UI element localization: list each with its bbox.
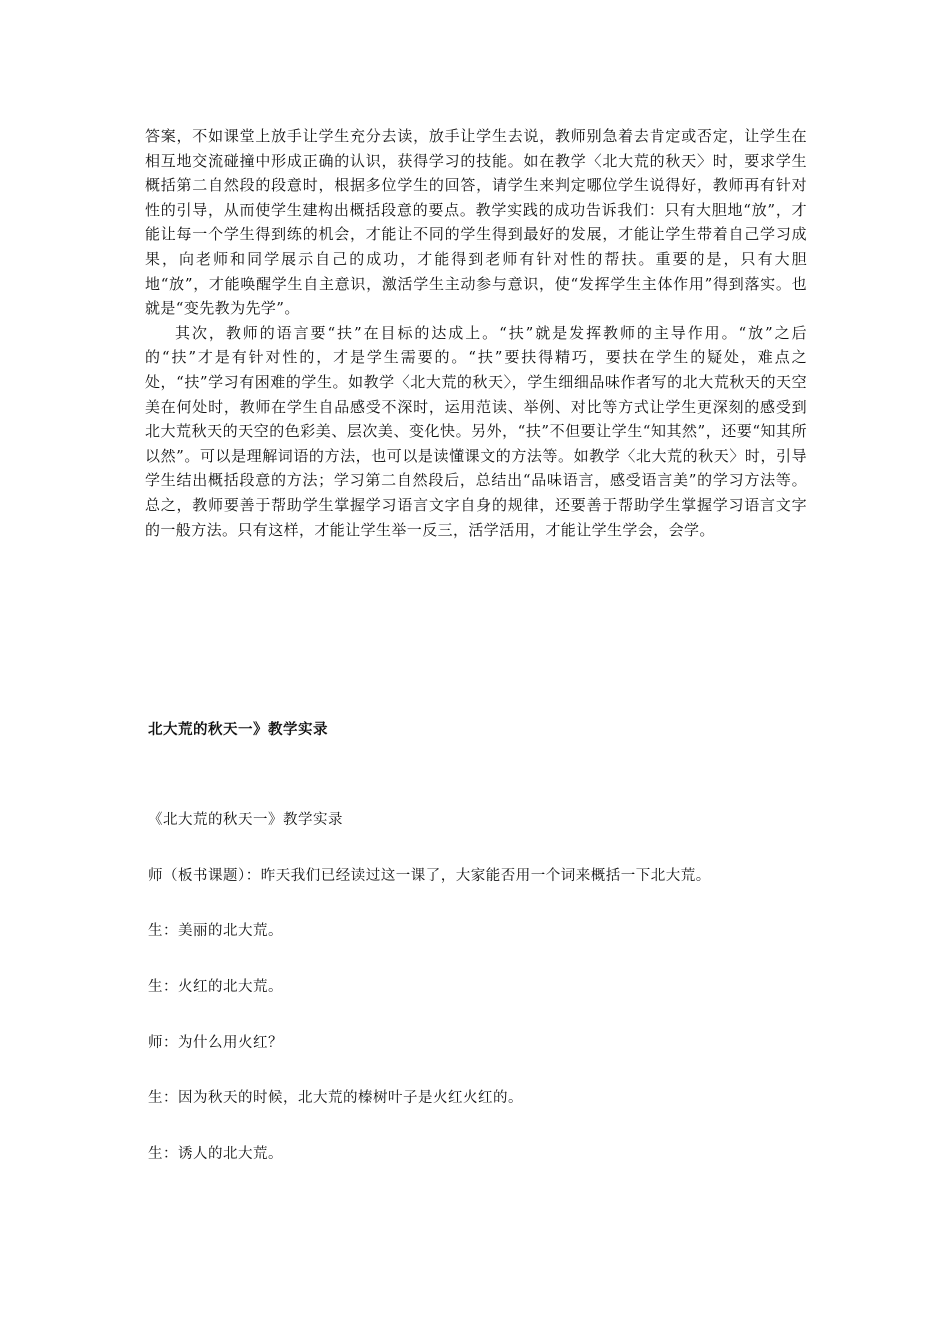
transcript-heading: 《北大荒的秋天一》教学实录 bbox=[148, 812, 343, 828]
transcript-line: 生：诱人的北大荒。 bbox=[148, 1146, 283, 1163]
transcript-line: 师（板书课题）：昨天我们已经读过这一课了，大家能否用一个词来概括一下北大荒。 bbox=[148, 867, 711, 884]
essay-paragraph: 其次，教师的语言要“扶”在目标的达成上。“扶”就是发挥教师的主导作用。“放”之后的“扶”才是有针对性的，才是学生需要的。“扶”要扶得精巧，要扶在学生的疑处，难点之处，“扶”学习有困难的学生。如教学〈北大荒的秋天〉，学生细细品味作者写的北大荒秋天的天空美在何处时，教师在学生自品感受不深时，运用范读、举例、对比等方式让学生更深刻的感受到北大荒秋天的天空的色彩美、层次美、变化快。另外，“扶”不但要让学生“知其然”，还要“知其所以然”。可以是理解词语的方法，也可以是读懂课文的方法等。如教学〈北大荒的秋天〉时，引导学生结出概括段意的方法；学习第二自然段后，总结出“品味语言，感受语言美”的学习方法等。总之，教师要善于帮助学生掌握学习语言文字自身的规律，还要善于帮助学生掌握学习语言文字的一般方法。只有这样，才能让学生举一反三，活学活用，才能让学生学会，会学。 bbox=[145, 323, 807, 539]
transcript-line: 生：火红的北大荒。 bbox=[148, 979, 283, 996]
essay-body bbox=[145, 124, 807, 542]
transcript-line: 生：因为秋天的时候，北大荒的榛树叶子是火红火红的。 bbox=[148, 1090, 523, 1107]
lesson-transcript bbox=[148, 810, 828, 1200]
transcript-line: 师：为什么用火红？ bbox=[148, 1034, 283, 1051]
transcript-line: 生：美丽的北大荒。 bbox=[148, 923, 283, 940]
essay-paragraph: 答案，不如课堂上放手让学生充分去读，放手让学生去说，教师别急着去肯定或否定，让学生在相互地交流碰撞中形成正确的认识，获得学习的技能。如在教学〈北大荒的秋天〉时，要求学生概括第二自然段的段意时，根据多位学生的回答，请学生来判定哪位学生说得好，教师再有针对性的引导，从而使学生建构出概括段意的要点。教学实践的成功告诉我们：只有大胆地“放”，才能让每一个学生得到练的机会，才能让不同的学生得到最好的发展，才能让学生带着自己学习成果，向老师和同学展示自己的成功，才能得到老师有针对性的帮扶。重要的是，只有大胆地“放”，才能唤醒学生自主意识，激活学生主动参与意识，使“发挥学生主体作用”得到落实。也就是“变先教为先学”。 bbox=[145, 127, 807, 318]
section-title: 北大荒的秋天一》教学实录 bbox=[148, 721, 328, 738]
